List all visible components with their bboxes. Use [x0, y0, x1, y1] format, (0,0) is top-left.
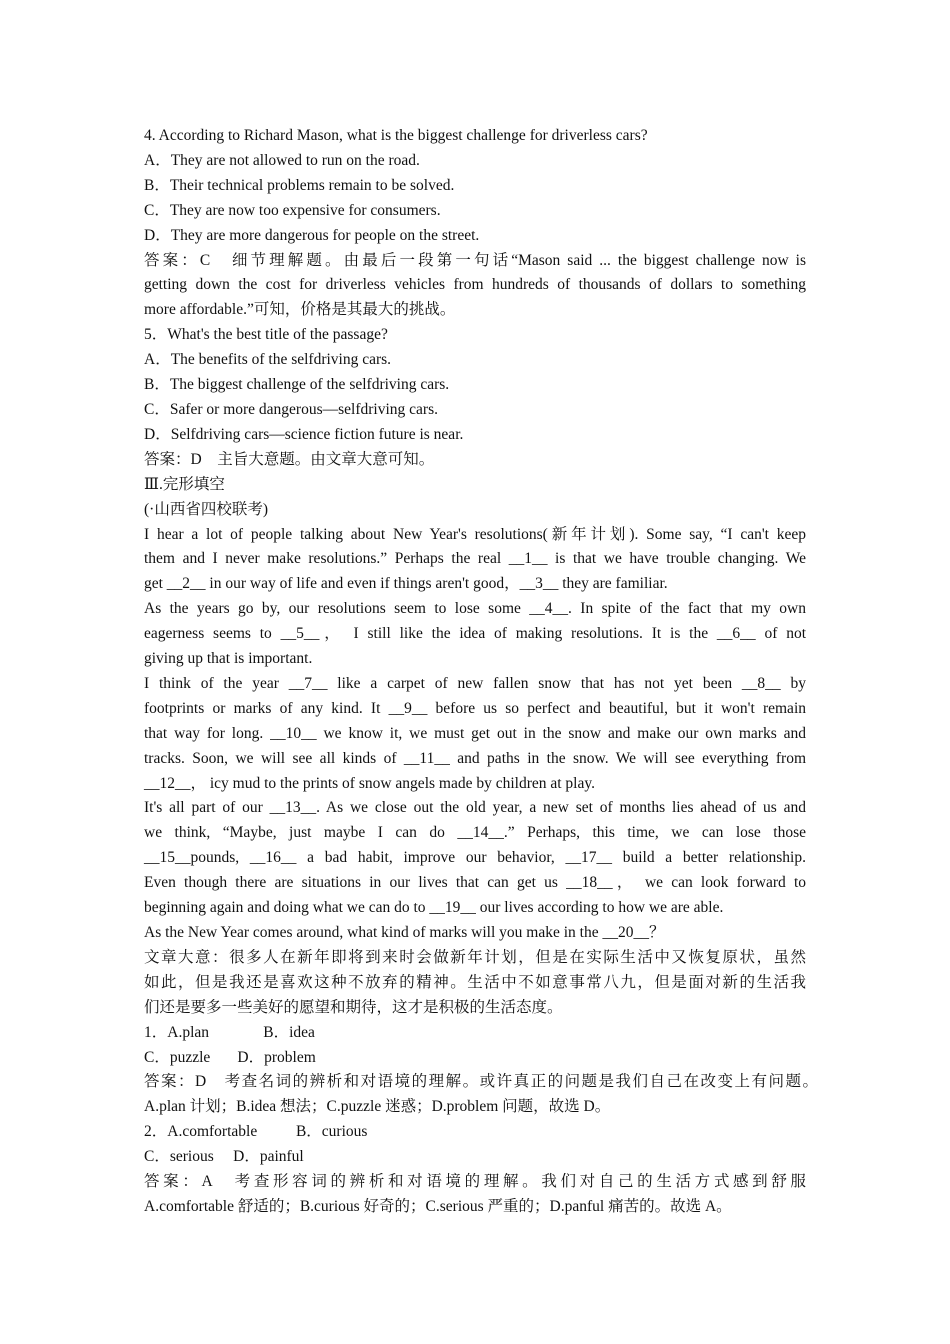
- text-line-q4c: C．They are now too expensive for consumers.: [144, 201, 441, 219]
- text-line-a4-3: more affordable.”可知，价格是其最大的挑战。: [144, 301, 456, 319]
- text-line-q5c: C．Safer or more dangerous—selfdriving cars.: [144, 400, 438, 418]
- text-line-q4a: A．They are not allowed to run on the road.: [144, 151, 420, 169]
- text-line-p4-2: we think, “Maybe, just maybe I can do __14__.” Perhaps, this time, we can lose those: [144, 824, 806, 842]
- text-line-p1-2: them and I never make resolutions.” Perhaps the real __1__ is that we have trouble changing. We: [144, 550, 806, 568]
- text-line-p4-5: beginning again and doing what we can do to __19__ our lives according to how we are able.: [144, 899, 724, 917]
- text-line-p3-4: tracks. Soon, we will see all kinds of __11__ and paths in the snow. We will see everything from: [144, 749, 806, 767]
- text-line-q5a: A．The benefits of the selfdriving cars.: [144, 351, 392, 369]
- text-line-p4-4: Even though there are situations in our lives that can get us __18__， we can look forward to: [144, 874, 806, 892]
- document-page: [144, 124, 818, 1220]
- text-line-p4-3: __15__pounds, __16__ a bad habit, improve our behavior, __17__ build a better relationship.: [144, 849, 806, 867]
- text-line-q4d: D．They are more dangerous for people on the street.: [144, 226, 480, 244]
- text-line-e1-2: A.plan 计划；B.idea 想法；C.puzzle 迷惑；D.problem 问题，故选 D。: [144, 1098, 611, 1116]
- text-line-p2-1: As the years go by, our resolutions seem to lose some __4__. In spite of the fact that my own: [144, 600, 806, 618]
- text-line-p1-1: I hear a lot of people talking about New Year's resolutions(新年计划). Some say, “I can't keep: [144, 525, 806, 543]
- text-line-p3-1: I think of the year __7__ like a carpet of new fallen snow that has not yet been __8__ by: [144, 674, 806, 692]
- text-line-p4-1: It's all part of our __13__. As we close out the old year, a new set of months lies ahead of us and: [144, 799, 806, 817]
- text-line-sum-3: 们还是要多一些美好的愿望和期待，这才是积极的生活态度。: [144, 998, 563, 1016]
- text-line-q4b: B．Their technical problems remain to be solved.: [144, 176, 455, 194]
- text-line-e1-1: 答案：D 考查名词的辨析和对语境的理解。或许真正的问题是我们自己在改变上有问题。: [144, 1073, 818, 1091]
- text-line-a4-2: getting down the cost for driverless vehicles from hundreds of thousands of dollars to something: [144, 276, 806, 294]
- text-line-e2-1: 答案：A 考查形容词的辨析和对语境的理解。我们对自己的生活方式感到舒服: [144, 1173, 806, 1191]
- text-line-p3-5: __12__， icy mud to the prints of snow angels made by children at play.: [144, 774, 595, 792]
- text-line-p2-3: giving up that is important.: [144, 650, 313, 668]
- text-line-sum-2: 如此，但是我还是喜欢这种不放弃的精神。生活中不如意事常八九，但是面对新的生活我: [144, 973, 806, 991]
- text-line-o1-2: C．puzzle D．problem: [144, 1048, 316, 1066]
- text-line-e2-2: A.comfortable 舒适的；B.curious 好奇的；C.serious 严重的；D.panful 痛苦的。故选 A。: [144, 1197, 732, 1215]
- text-line-sec3: Ⅲ.完形填空: [144, 475, 225, 493]
- text-line-src: (·山西省四校联考): [144, 500, 268, 518]
- text-line-p2-2: eagerness seems to __5__， I still like the idea of making resolutions. It is the __6__ of not: [144, 625, 806, 643]
- text-line-q5b: B．The biggest challenge of the selfdriving cars.: [144, 376, 450, 394]
- text-line-p3-2: footprints or marks of any kind. It __9__ before us so perfect and beautiful, but it won't remain: [144, 699, 806, 717]
- text-line-p3-3: that way for long. __10__ we know it, we must get out in the snow and make our own marks and: [144, 724, 806, 742]
- text-line-o1-1: 1．A.plan B．idea: [144, 1023, 315, 1041]
- text-line-a5: 答案：D 主旨大意题。由文章大意可知。: [144, 450, 435, 468]
- text-line-o2-1: 2．A.comfortable B．curious: [144, 1123, 368, 1141]
- text-line-a4-1: 答案：C 细节理解题。由最后一段第一句话“Mason said ... the biggest challenge now is: [144, 251, 806, 269]
- text-line-o2-2: C．serious D．painful: [144, 1148, 304, 1166]
- text-line-sum-1: 文章大意：很多人在新年即将到来时会做新年计划，但是在实际生活中又恢复原状，虽然: [144, 948, 806, 966]
- text-line-q5d: D．Selfdriving cars—science fiction future is near.: [144, 425, 464, 443]
- text-line-p5: As the New Year comes around, what kind of marks will you make in the __20__？: [144, 924, 665, 941]
- text-line-q4: 4. According to Richard Mason, what is the biggest challenge for driverless cars?: [144, 127, 648, 144]
- text-line-p1-3: get __2__ in our way of life and even if things aren't good，__3__ they are familiar.: [144, 575, 668, 593]
- text-line-q5: 5．What's the best title of the passage?: [144, 326, 388, 344]
